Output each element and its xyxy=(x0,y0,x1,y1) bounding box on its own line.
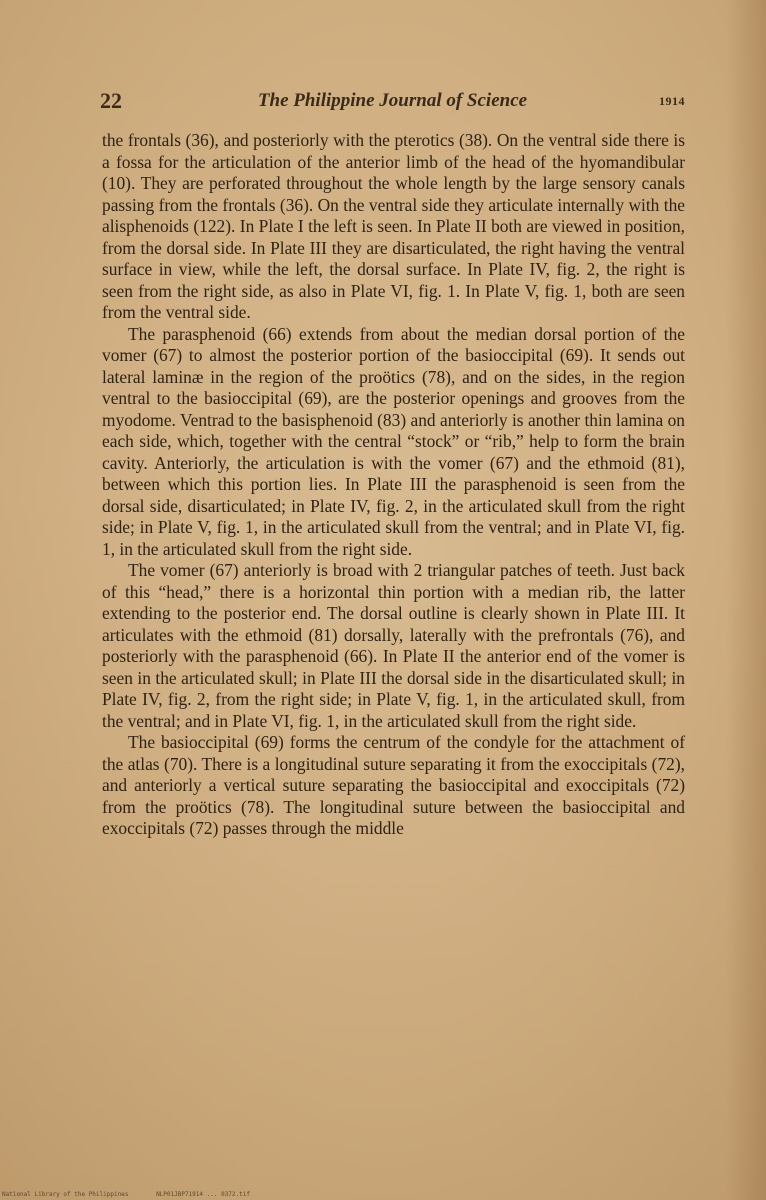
scan-file-id: NLP01JBP71914 ... 0372.tif xyxy=(156,1191,250,1198)
page-number: 22 xyxy=(100,88,122,113)
body-text xyxy=(102,130,685,840)
paragraph-basioccipital: The basioccipital (69) forms the centrum of the condyle for the attachment of the atlas (70). There is a longitudinal suture separating it from the exoccipitals (72), and anteriorly a vertical suture separating the basioccipital and exoccipitals (72) from the proötics (78). The longitudinal suture between the basioccipital and exoccipitals (72) passes through the middle xyxy=(102,732,685,838)
running-header xyxy=(100,88,685,118)
scan-footer xyxy=(2,1191,274,1198)
publication-year: 1914 xyxy=(659,94,685,108)
paragraph-frontals: the frontals (36), and posteriorly with the pterotics (38). On the ventral side there is a fossa for the articulation of the anterior limb of the head of the hyomandibular (10). They are perforated throughout the whole length by the large sensory canals passing from the frontals (36). On the ventral side they articulate internally with the alisphenoids (122). In Plate I the left is seen. In Plate II both are viewed in position, from the dorsal side. In Plate III they are disarticulated, the right having the ventral surface in view, while the left, the dorsal surface. In Plate IV, fig. 2, the right is seen from the right side, as also in Plate VI, fig. 1. In Plate V, fig. 1, both are seen from the ventral side. xyxy=(102,130,685,322)
journal-title: The Philippine Journal of Science xyxy=(257,90,528,111)
library-credit: National Library of the Philippines xyxy=(2,1191,129,1198)
paragraph-vomer: The vomer (67) anteriorly is broad with 2 triangular patches of teeth. Just back of this “head,” there is a horizontal thin portion with a median rib, the latter extending to the posterior end. The dorsal outline is clearly shown in Plate III. It articulates with the ethmoid (81) dorsally, laterally with the prefrontals (76), and posteriorly with the parasphenoid (66). In Plate II the anterior end of the vomer is seen in the articulated skull; in Plate III the dorsal side in the disarticulated skull; in Plate IV, fig. 2, from the right side; in Plate V, fig. 1, in the articulated skull, from the ventral; and in Plate VI, fig. 1, in the articulated skull from the right side. xyxy=(102,560,685,731)
paragraph-parasphenoid: The parasphenoid (66) extends from about the median dorsal portion of the vomer (67) to almost the posterior portion of the basioccipital (69). It sends out lateral laminæ in the region of the proötics (78), and on the sides, in the region ventral to the basioccipital (69), are the posterior openings and grooves from the myodome. Ventrad to the basisphenoid (83) and anteriorly is another thin lamina on each side, which, together with the central “stock” or “rib,” help to form the brain cavity. Anteriorly, the articulation is with the vomer (67) and the ethmoid (81), between which this portion lies. In Plate III the parasphenoid is seen from the dorsal side, disarticulated; in Plate IV, fig. 2, in the articulated skull from the right side; in Plate V, fig. 1, in the articulated skull from the ventral; and in Plate VI, fig. 1, in the articulated skull from the right side. xyxy=(102,323,685,559)
